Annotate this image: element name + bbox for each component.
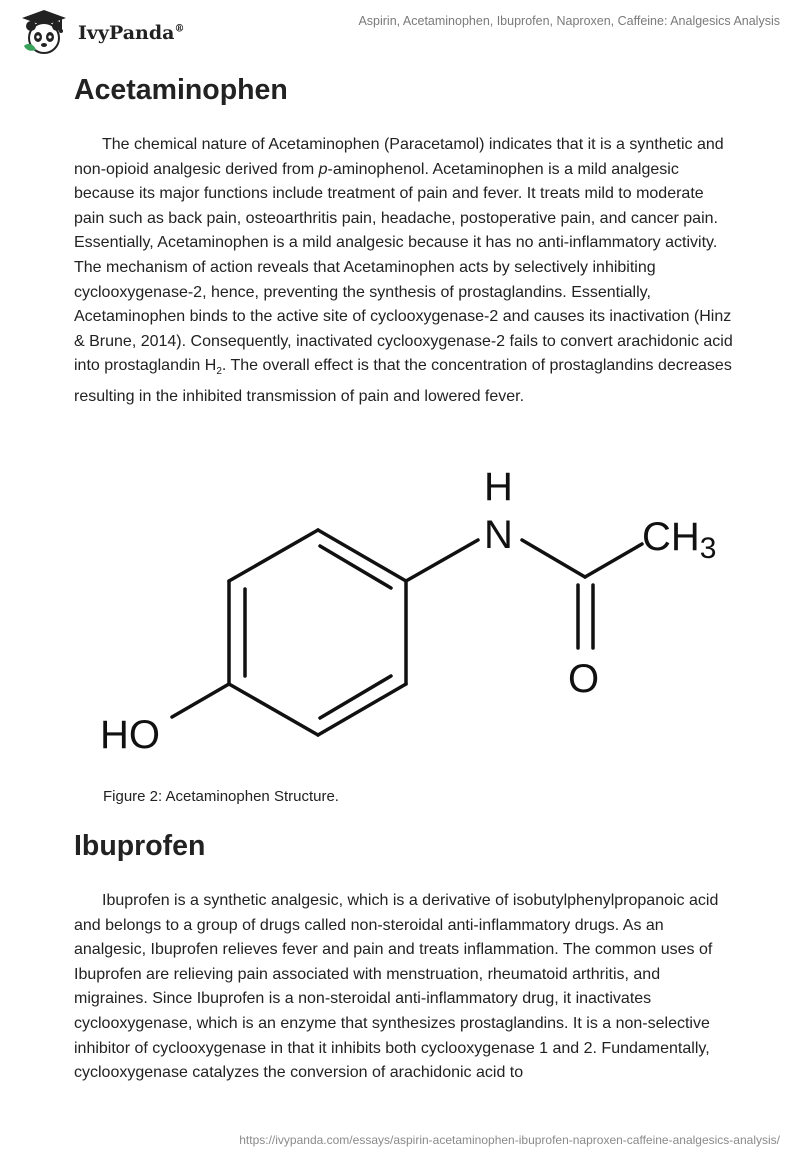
ivypanda-logo[interactable]: [14, 6, 194, 58]
atom-label-n: N: [484, 513, 513, 557]
atom-label-o: O: [568, 657, 600, 701]
ibuprofen-paragraph: Ibuprofen is a synthetic analgesic, which is a derivative of isobutylphenylpropanoic acid and belongs to a group of drugs called non-steroidal anti-inflammatory drugs. As an analgesic, Ibuprofen relieves fever and pain and treats inflammation. The common uses of Ibuprofen are relieving pain associated with menstruation, rheumatoid arthritis, and migraines. Since Ibuprofen is a non-steroidal anti-inflammatory drug, it inactivates cyclooxygenase, which is an enzyme that synthesizes prostaglandins. It is a non-selective inhibitor of cyclooxygenase in that it inhibits both cyclooxygenase 1 and 2. Fundamentally, cyclooxygenase catalyzes the conversion of arachidonic acid to: [74, 892, 719, 1082]
atom-label-ch3: $CH_3$: [642, 515, 717, 565]
source-url[interactable]: https://ivypanda.com/essays/aspirin-acetaminophen-ibuprofen-naproxen-caffeine-analgesics-analysis/: [239, 1133, 780, 1147]
section-heading-acetaminophen: Acetaminophen: [74, 74, 288, 106]
acetaminophen-structure-diagram: [80, 460, 740, 760]
brand-name: IvyPanda®: [78, 22, 185, 44]
page-header: [0, 0, 800, 60]
atom-label-ho: HO: [100, 713, 160, 757]
section-heading-ibuprofen: Ibuprofen: [74, 830, 206, 862]
figure-caption: Figure 2: Acetaminophen Structure.: [103, 788, 339, 805]
atom-label-h: H: [484, 465, 513, 509]
document-title: Aspirin, Acetaminophen, Ibuprofen, Naproxen, Caffeine: Analgesics Analysis: [358, 14, 780, 28]
panda-mascot-icon: [14, 6, 70, 58]
acetaminophen-structure-figure: [80, 460, 740, 760]
acetaminophen-paragraph: The chemical nature of Acetaminophen (Paracetamol) indicates that it is a synthetic and non-opioid analgesic derived from p-aminophenol. Acetaminophen is a mild analgesic because its major functions include treatment of pain and fever. It treats mild to moderate pain such as back pain, osteoarthritis pain, headache, postoperative pain, and cancer pain. Essentially, Acetaminophen is a mild analgesic because it has no anti-inflammatory activity. The mechanism of action reveals that Acetaminophen acts by selectively inhibiting cyclooxygenase-2, hence, preventing the synthesis of prostaglandins. Essentially, Acetaminophen binds to the active site of cyclooxygenase-2 and causes its inactivation (Hinz & Brune, 2014). Consequently, inactivated cyclooxygenase-2 fails to convert arachidonic acid into prostaglandin $H_2$. The overall effect is that the concentration of prostaglandins decreases resulting in the inhibited transmission of pain and lowered fever.: [74, 136, 733, 406]
